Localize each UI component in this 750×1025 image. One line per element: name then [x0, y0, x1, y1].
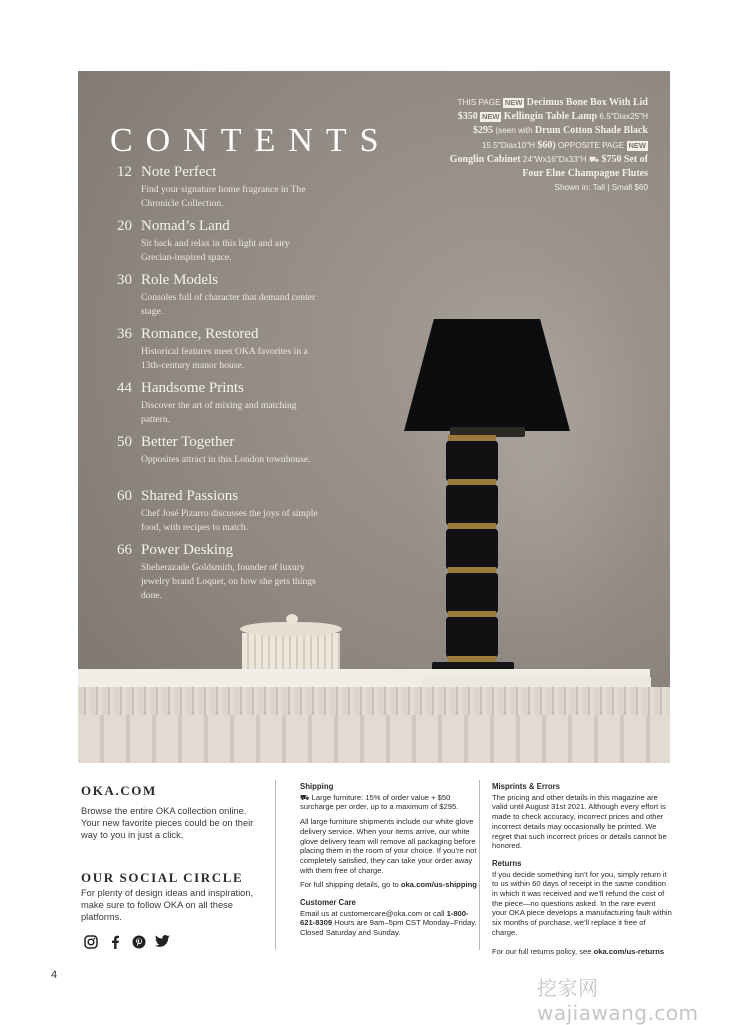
toc-title: Power Desking — [141, 542, 234, 558]
toc-entry[interactable] — [108, 326, 348, 380]
shipping-white-glove: All large furniture shipments include our white glove delivery service. When your items arrive, our white glove delivery team will remove all packaging before placing them in the room of your choice. If you’re not completely satisfied, they can take your order away with them free of charge. — [300, 817, 477, 875]
lamp-block — [446, 529, 498, 569]
caption-shown-in: Shown in: Tall | Small $60 — [554, 183, 648, 193]
customer-care-email: Email us at customercare@oka.com or call — [300, 908, 445, 918]
mantel-frieze — [78, 687, 670, 715]
mantel-carving — [78, 715, 670, 763]
caption-seen-with: (seen with — [495, 126, 533, 136]
column-divider — [479, 780, 480, 950]
lamp-block — [446, 573, 498, 613]
new-badge: NEW — [481, 112, 500, 122]
toc-description: Consoles full of character that demand center stage. — [141, 292, 316, 317]
shipping-large-furniture — [300, 793, 478, 812]
returns-text: If you decide something isn’t for you, simply return it to us within 60 days of receipt in the same condition in which it was received and we’ll refund the cost of the piece—no questions asked. In the rare event your OKA piece develops a manufacturing fault within six months of purchase, we’ll replace it free of charge. — [492, 869, 672, 937]
returns-policy-text: For our full returns policy, see — [492, 946, 592, 956]
caption-item-name: Decimus Bone Box With Lid — [526, 97, 648, 108]
watermark: 挖家网 wajiawang.com — [537, 976, 699, 1025]
facebook-icon[interactable] — [107, 934, 122, 949]
toc-title: Nomad’s Land — [141, 218, 230, 234]
toc-page-number: 36 — [117, 326, 132, 342]
misprints-heading: Misprints & Errors — [492, 782, 561, 791]
toc-description: Sit back and relax in this light and airy Grecian-inspired space. — [141, 238, 290, 263]
toc-description: Discover the art of mixing and matching pattern. — [141, 400, 297, 425]
lamp-block — [446, 485, 498, 525]
toc-entry[interactable] — [108, 218, 348, 272]
caption-item-price: $750 — [601, 153, 622, 165]
toc-entry[interactable] — [108, 164, 348, 218]
toc-description: Chef José Pizarro discusses the joys of simple food, with recipes to match. — [141, 508, 318, 533]
toc-title: Romance, Restored — [141, 326, 259, 342]
caption-this-page: THIS PAGE — [457, 98, 501, 107]
twitter-icon[interactable] — [155, 934, 170, 949]
toc-page-number: 44 — [117, 380, 132, 396]
shipping-details-text: For full shipping details, go to — [300, 880, 399, 890]
new-badge: NEW — [628, 140, 646, 150]
toc-entry[interactable] — [108, 542, 348, 601]
toc-title: Shared Passions — [141, 488, 239, 504]
shipping-line1: Large furniture: 15% of order value + $50 surcharge per order, up to a maximum of $295. — [300, 792, 459, 812]
misprints-text: The pricing and other details in this magazine are valid until August 31st 2021. Although every effort is made to check accuracy, incorrect prices and other incorrect details may occasionally be printed. We regret that such incorrect prices or details cannot be honored. — [492, 792, 667, 851]
hero-photo — [78, 71, 670, 763]
shipping-details — [300, 880, 478, 890]
caption-item-name: Set of Four Elne Champagne Flutes — [522, 153, 648, 180]
toc-page-number: 12 — [117, 164, 132, 180]
page-number: 4 — [51, 969, 58, 981]
new-badge: NEW — [504, 98, 523, 107]
delivery-truck-icon: ⛟ — [588, 154, 600, 164]
customer-care-heading: Customer Care — [300, 898, 356, 908]
toc-description: Find your signature home fragrance in The Chronicle Collection. — [141, 184, 306, 209]
caption-item-price: $60) — [537, 139, 556, 151]
returns-heading: Returns — [492, 858, 522, 868]
oka-info-column — [81, 783, 261, 963]
okacom-heading: OKA.COM — [81, 783, 157, 798]
social-heading: OUR SOCIAL CIRCLE — [81, 870, 244, 885]
caption-item-dims: 15.5"Diax10"H — [481, 140, 536, 150]
caption-item-price: $350 — [457, 111, 478, 123]
toc-title: Role Models — [141, 272, 219, 288]
toc-page-number: 66 — [117, 542, 132, 558]
social-icons — [83, 934, 170, 949]
toc-entry[interactable] — [108, 380, 348, 434]
contents-title: CONTENTS — [110, 121, 392, 159]
toc-page-number: 50 — [117, 434, 132, 450]
toc-description: Historical features meet OKA favorites in a 13th-century manor house. — [141, 346, 308, 371]
lamp-block — [446, 617, 498, 657]
caption-item-name: Gonglin Cabinet — [449, 153, 521, 165]
toc-entry[interactable] — [108, 434, 348, 488]
product-caption — [448, 96, 648, 195]
toc-title: Better Together — [141, 434, 235, 450]
caption-item-name: Kellingin Table Lamp — [503, 111, 598, 123]
bone-box-lid — [240, 622, 342, 636]
shipping-column — [300, 782, 478, 943]
toc-title: Handsome Prints — [141, 380, 244, 396]
table-of-contents — [108, 164, 348, 601]
toc-page-number: 20 — [117, 218, 132, 234]
social-text: For plenty of design ideas and inspiration, make sure to follow OKA on all these platforms. — [81, 888, 254, 923]
caption-item-dims: 24"Wx16"Dx33"H — [522, 154, 587, 164]
toc-description: Sheherazade Goldsmith, founder of luxury jewelry brand Loquet, on how she gets things done. — [141, 562, 316, 601]
toc-page-number: 30 — [117, 272, 132, 288]
returns-policy — [492, 947, 672, 957]
caption-item-dims: 6.5"Diax25"H — [599, 112, 648, 122]
shipping-heading: Shipping — [300, 782, 334, 791]
toc-entry[interactable] — [108, 272, 348, 326]
truck-icon: ⛟ — [300, 792, 312, 802]
returns-link[interactable]: oka.com/us-returns — [593, 946, 665, 956]
shipping-link[interactable]: oka.com/us-shipping — [400, 880, 477, 890]
customer-care-phone[interactable]: 1-800-621-8309 — [300, 908, 469, 928]
instagram-icon[interactable] — [83, 934, 98, 949]
caption-opposite: OPPOSITE PAGE — [557, 140, 625, 150]
toc-title: Note Perfect — [141, 164, 217, 180]
customer-care-text — [300, 909, 478, 938]
bone-box-knob — [286, 614, 298, 624]
column-divider — [275, 780, 276, 950]
toc-entry[interactable] — [108, 488, 348, 542]
okacom-text: Browse the entire OKA collection online. Your new favorite pieces could be on their way to you in just a click. — [81, 806, 254, 841]
lamp-block — [446, 441, 498, 481]
toc-page-number: 60 — [117, 488, 132, 504]
toc-description: Opposites attract in this London townhouse. — [141, 454, 311, 465]
customer-care-hours: Hours are 9am–5pm CST Monday–Friday. Closed Saturday and Sunday. — [300, 918, 477, 938]
pinterest-icon[interactable] — [131, 934, 146, 949]
policies-column — [492, 782, 672, 961]
caption-item-price: $295 — [473, 125, 494, 137]
caption-item-name: Drum Cotton Shade Black — [534, 125, 648, 137]
